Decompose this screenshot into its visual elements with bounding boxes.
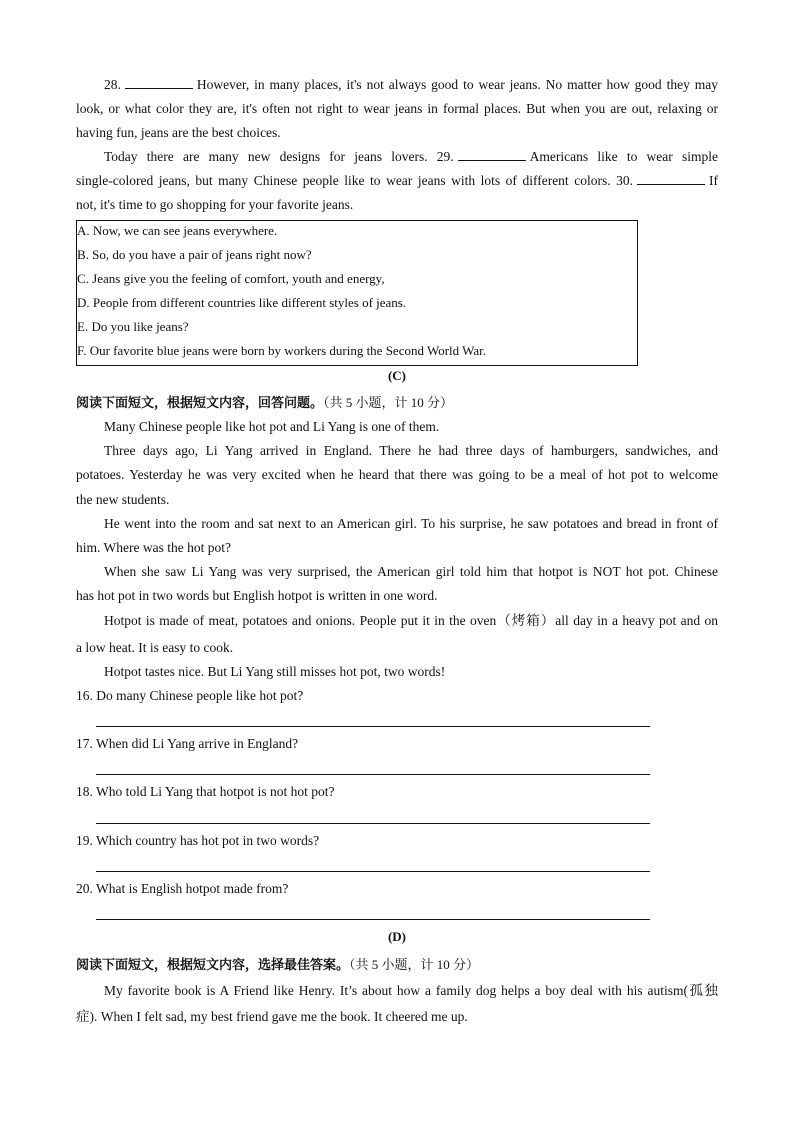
passage-c-line-8: has hot pot in two words but English hotpot is written in one word. [76,588,438,603]
section-c-heading: (C) [387,368,407,383]
answer-line-17[interactable] [96,774,650,775]
passage-c-line-1: Many Chinese people like hot pot and Li Yang is one of them. [104,419,440,434]
passage-c-line-9: Hotpot is made of meat, potatoes and onions. People put it in the oven（烤箱）all day in a heavy pot and on [104,613,718,628]
option-c: C. Jeans give you the feeling of comfort, youth and energy, [77,271,385,286]
passage-c-line-10: a low heat. It is easy to cook. [76,640,234,655]
question-20: 20. What is English hotpot made from? [76,881,289,896]
option-e: E. Do you like jeans? [77,319,189,334]
passage-c-line-7: When she saw Li Yang was very surprised, the American girl told him that hotpot is NOT hot pot. Chinese [104,564,718,579]
passage-c-line-5: He went into the room and sat next to an American girl. To his surprise, he saw potatoes and bread in front of [104,516,718,531]
option-b: B. So, do you have a pair of jeans right now? [77,247,312,262]
blank-30[interactable] [637,172,705,185]
passage-d-line-1: My favorite book is A Friend like Henry. It’s about how a family dog helps a boy deal with his autism(孤独 [104,983,718,998]
section-d-instruction: 阅读下面短文，根据短文内容，选择最佳答案。（共 5 小题，计 10 分） [76,957,480,972]
blank-28[interactable] [125,76,193,89]
question-18: 18. Who told Li Yang that hotpot is not hot pot? [76,784,335,799]
passage-c-line-6: him. Where was the hot pot? [76,540,231,555]
paragraph-29-line-3: not, it's time to go shopping for your favorite jeans. [76,197,354,212]
answer-line-18[interactable] [96,823,650,824]
question-19: 19. Which country has hot pot in two words? [76,833,320,848]
passage-c-line-2: Three days ago, Li Yang arrived in England. There he had three days of hamburgers, sandwiches, and [104,443,718,458]
passage-c-line-11: Hotpot tastes nice. But Li Yang still misses hot pot, two words! [104,664,446,679]
paragraph-29-line-1: Today there are many new designs for jeans lovers. 29. Americans like to wear simple [104,149,718,164]
option-a: A. Now, we can see jeans everywhere. [77,223,278,238]
answer-line-19[interactable] [96,871,650,872]
paragraph-28-line-1: 28. However, in many places, it's not always good to wear jeans. No matter how good they may [104,77,718,92]
option-f: F. Our favorite blue jeans were born by workers during the Second World War. [77,343,487,358]
answer-line-16[interactable] [96,726,650,727]
question-17: 17. When did Li Yang arrive in England? [76,736,299,751]
paragraph-28-line-2: look, or what color they are, it's often not right to wear jeans in formal places. But when you are out, relaxing or [76,101,718,116]
passage-c-line-3: potatoes. Yesterday he was very excited when he heard that there was going to be a meal of hot pot to welcome [76,467,718,482]
passage-c-line-4: the new students. [76,492,170,507]
blank-29[interactable] [458,148,526,161]
passage-d-line-2: 症). When I felt sad, my best friend gave me the book. It cheered me up. [76,1009,468,1024]
section-c-instruction: 阅读下面短文，根据短文内容，回答问题。（共 5 小题，计 10 分） [76,395,454,410]
paragraph-28-line-3: having fun, jeans are the best choices. [76,125,281,140]
section-d-heading: (D) [387,929,407,944]
answer-line-20[interactable] [96,919,650,920]
option-d: D. People from different countries like different styles of jeans. [77,295,407,310]
options-box [76,220,638,366]
question-16: 16. Do many Chinese people like hot pot? [76,688,304,703]
paragraph-29-line-2: single-colored jeans, but many Chinese people like to wear jeans with lots of different colors. 30. If [76,173,718,188]
